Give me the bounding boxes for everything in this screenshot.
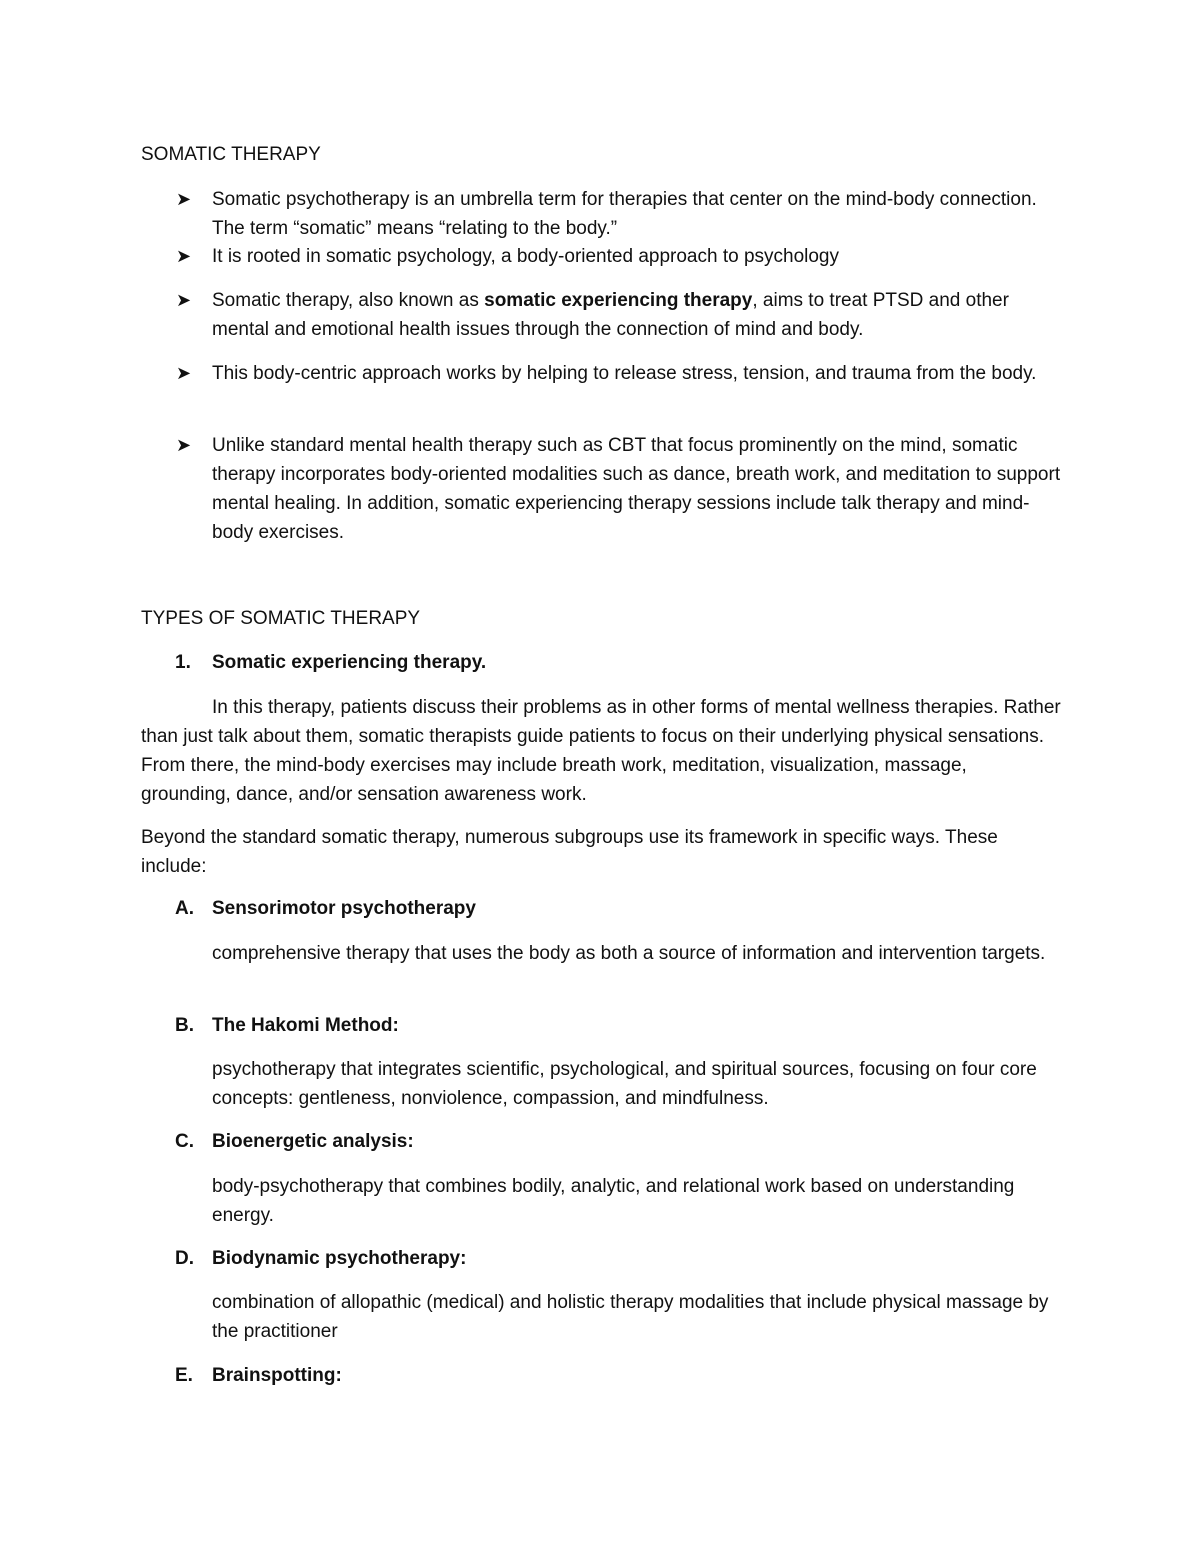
arrow-bullet-icon: ➤ [176,363,192,383]
item-label: Somatic experiencing therapy. [212,652,487,673]
subtype-label: Sensorimotor psychotherapy [212,898,476,919]
subtype-label: Brainspotting: [212,1365,342,1386]
subtype-description: body-psychotherapy that combines bodily, analytic, and relational work based on understanding energy. [212,1176,1015,1226]
subtype-letter: A. [175,898,194,919]
subtype-description: comprehensive therapy that uses the body as both a source of information and intervention targets. [212,943,1046,964]
section-heading-somatic-therapy: SOMATIC THERAPY [141,144,321,165]
paragraph: In this therapy, patients discuss their problems as in other forms of mental wellness therapies. Rather than just talk about them, somatic therapists guide patients to focus on their underlying physical sensations. From there, the mind-body exercises may include breath work, meditation, visualization, massage, grounding, dance, and/or sensation awareness work. [141,697,1061,805]
bullet-text: It is rooted in somatic psychology, a body-oriented approach to psychology [212,246,839,267]
bullet-bold-text: somatic experiencing therapy [484,290,753,311]
subtype-letter: E. [175,1365,193,1386]
subtype-letter: B. [175,1015,194,1036]
bullet-item [141,431,1071,547]
subtype-description: combination of allopathic (medical) and holistic therapy modalities that include physical massage by the practitioner [212,1292,1049,1342]
subtype-label: Bioenergetic analysis: [212,1131,414,1152]
bullet-text: Somatic therapy, also known as [212,290,485,311]
arrow-bullet-icon: ➤ [176,189,192,209]
bullet-item [141,286,1071,344]
bullet-item [141,185,1071,243]
subtype-label: The Hakomi Method: [212,1015,399,1036]
bullet-text: This body-centric approach works by helping to release stress, tension, and trauma from the body. [212,363,1037,384]
section-heading-types-of-somatic-therapy: TYPES OF SOMATIC THERAPY [141,608,421,629]
arrow-bullet-icon: ➤ [176,435,192,455]
bullet-text-tail: , aims to treat PTSD and other mental and emotional health issues through the connection of mind and body. [212,290,1009,340]
item-number: 1. [175,652,191,673]
arrow-bullet-icon: ➤ [176,246,192,266]
subtype-letter: C. [175,1131,194,1152]
arrow-bullet-icon: ➤ [176,290,192,310]
bullet-text: Unlike standard mental health therapy such as CBT that focus prominently on the mind, somatic therapy incorporates body-oriented modalities such as dance, breath work, and meditation to support mental healing. In addition, somatic experiencing therapy sessions include talk therapy and mind-body exercises. [212,435,1061,543]
subtype-label: Biodynamic psychotherapy: [212,1248,467,1269]
subtype-description: psychotherapy that integrates scientific, psychological, and spiritual sources, focusing on four core concepts: gentleness, nonviolence, compassion, and mindfulness. [212,1059,1037,1109]
paragraph: Beyond the standard somatic therapy, numerous subgroups use its framework in specific ways. These include: [141,827,998,877]
bullet-item [141,242,1071,271]
bullet-text: Somatic psychotherapy is an umbrella term for therapies that center on the mind-body connection. The term “somatic” means “relating to the body.” [212,189,1037,239]
subtype-letter: D. [175,1248,194,1269]
bullet-item [141,359,1071,417]
